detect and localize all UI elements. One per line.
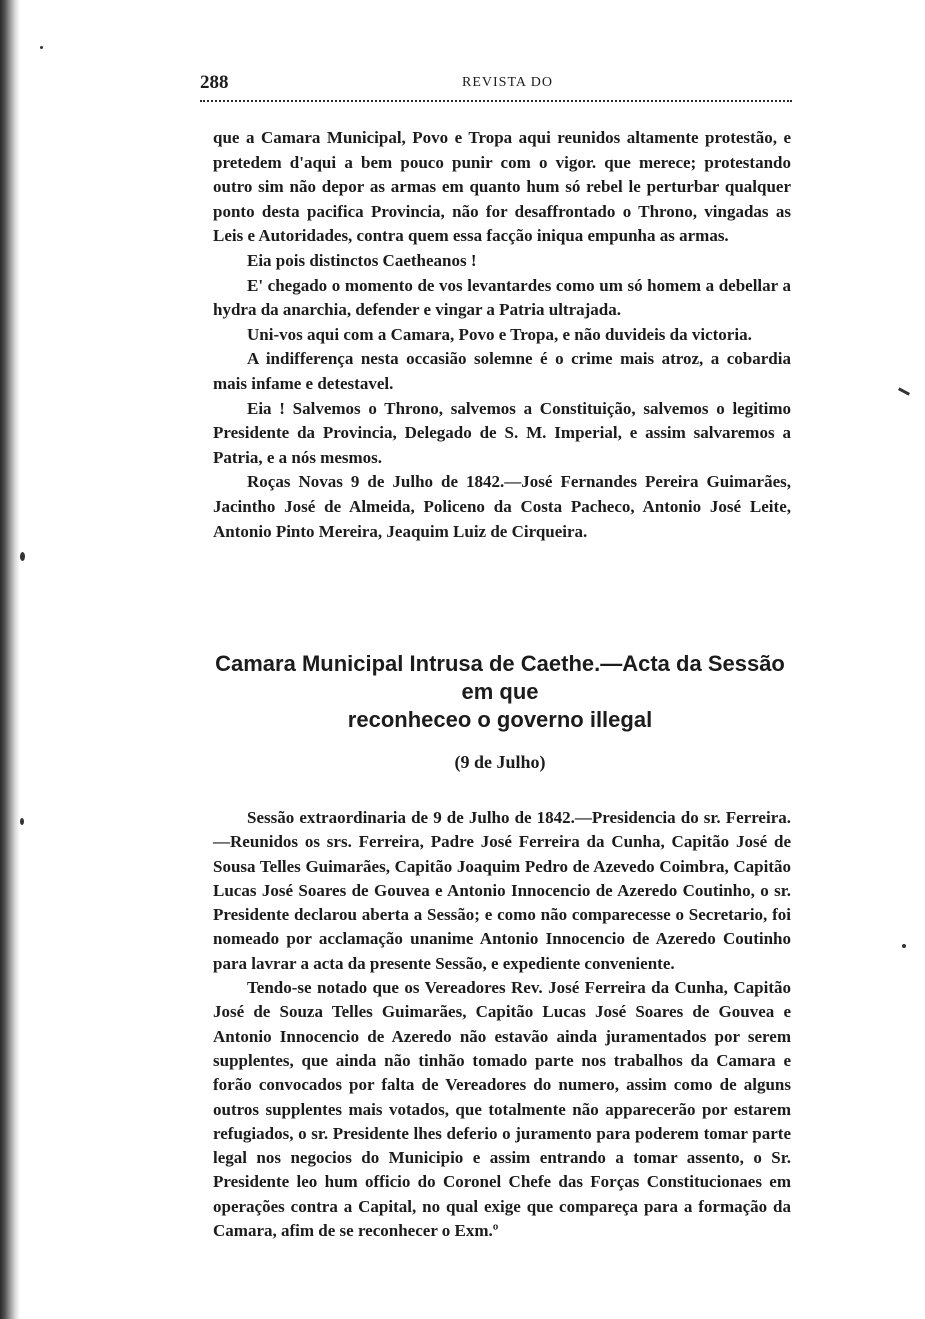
section-title	[205, 650, 795, 734]
body-text-bottom	[213, 806, 791, 1243]
paragraph: E' chegado o momento de vos levantardes como um só homem a debellar a hydra da anarchia, defender e vingar a Patria ultrajada.	[213, 275, 791, 320]
print-speck	[898, 387, 910, 395]
paragraph: Tendo-se notado que os Vereadores Rev. José Ferreira da Cunha, Capitão José de Souza Telles Guimarães, Capitão Lucas José Soares de Gouvea e Antonio Innocencio de Azeredo não estavão ainda juramentados por serem supplentes, que ainda não tinhão tomado parte nos trabalhos da Camara e forão convocados por falta de Vereadores do numero, assim como de alguns outros supplentes mais votados, que totalmente não apparecerão por estarem refugiados, o sr. Presidente lhes deferio o juramento para poderem tomar parte legal nos negocios do Municipio e assim entrando a tomar assento, o Sr. Presidente leo hum officio do Coronel Chefe das Forças Constitucionaes em operações contra a Capital, no qual exige que compareça para a formação da Camara, afim de se reconhecer o Exm.º	[213, 978, 791, 1241]
book-binding-edge	[0, 0, 20, 1319]
section-date: (9 de Julho)	[454, 752, 546, 772]
section-title-line-1: Camara Municipal Intrusa de Caethe.—Acta da Sessão em que	[215, 651, 785, 704]
signature-paragraph: Roças Novas 9 de Julho de 1842.—José Fernandes Pereira Guimarães, Jacintho José de Almeida, Policeno da Costa Pacheco, Antonio José Leite, Antonio Pinto Mereira, Jeaquim Luiz de Cirqueira.	[213, 472, 791, 541]
section-title-line-2: reconheceo o governo illegal	[347, 707, 653, 732]
print-speck	[20, 552, 25, 561]
paragraph: Sessão extraordinaria de 9 de Julho de 1842.—Presidencia do sr. Ferreira.—Reunidos os srs. Ferreira, Padre José Ferreira da Cunha, Capitão José de Sousa Telles Guimarães, Capitão Joaquim Pedro de Azevedo Coimbra, Capitão Lucas José Soares de Gouvea e Antonio Innocencio de Azeredo Coutinho, o sr. Presidente declarou aberta a Sessão; e como não comparecesse o Secretario, foi nomeado por acclamação unanime Antonio Innocencio de Azeredo Coutinho para lavrar a acta da presente Sessão, e expediente conveniente.	[213, 808, 791, 973]
page-number: 288	[200, 72, 229, 93]
paragraph: que a Camara Municipal, Povo e Tropa aqui reunidos altamente protestão, e pretedem d'aqui a bem pouco punir com o vigor. que merece; protestando outro sim não depor as armas em quanto hum só rebel le perturbar qualquer ponto desta pacifica Provincia, não for desaffrontado o Throno, vingadas as Leis e Autoridades, contra quem essa facção iniqua empunha as armas.	[213, 128, 791, 246]
paragraph: Uni-vos aqui com a Camara, Povo e Tropa, e não duvideis da victoria.	[247, 324, 752, 344]
page-header	[200, 72, 792, 96]
paragraph: Eia ! Salvemos o Throno, salvemos a Constituição, salvemos o legitimo Presidente da Provincia, Delegado de S. M. Imperial, e assim salvaremos a Patria, e a nós mesmos.	[213, 398, 791, 467]
header-rule	[200, 100, 792, 102]
paragraph: Eia pois distinctos Caetheanos !	[247, 250, 477, 270]
print-speck	[40, 46, 43, 49]
paragraph: A indifferença nesta occasião solemne é o crime mais atroz, a cobardia mais infame e detestavel.	[213, 349, 791, 393]
body-text-top	[213, 126, 791, 544]
print-speck	[902, 944, 906, 948]
running-head: REVISTA DO	[462, 75, 553, 90]
print-speck	[20, 818, 24, 825]
